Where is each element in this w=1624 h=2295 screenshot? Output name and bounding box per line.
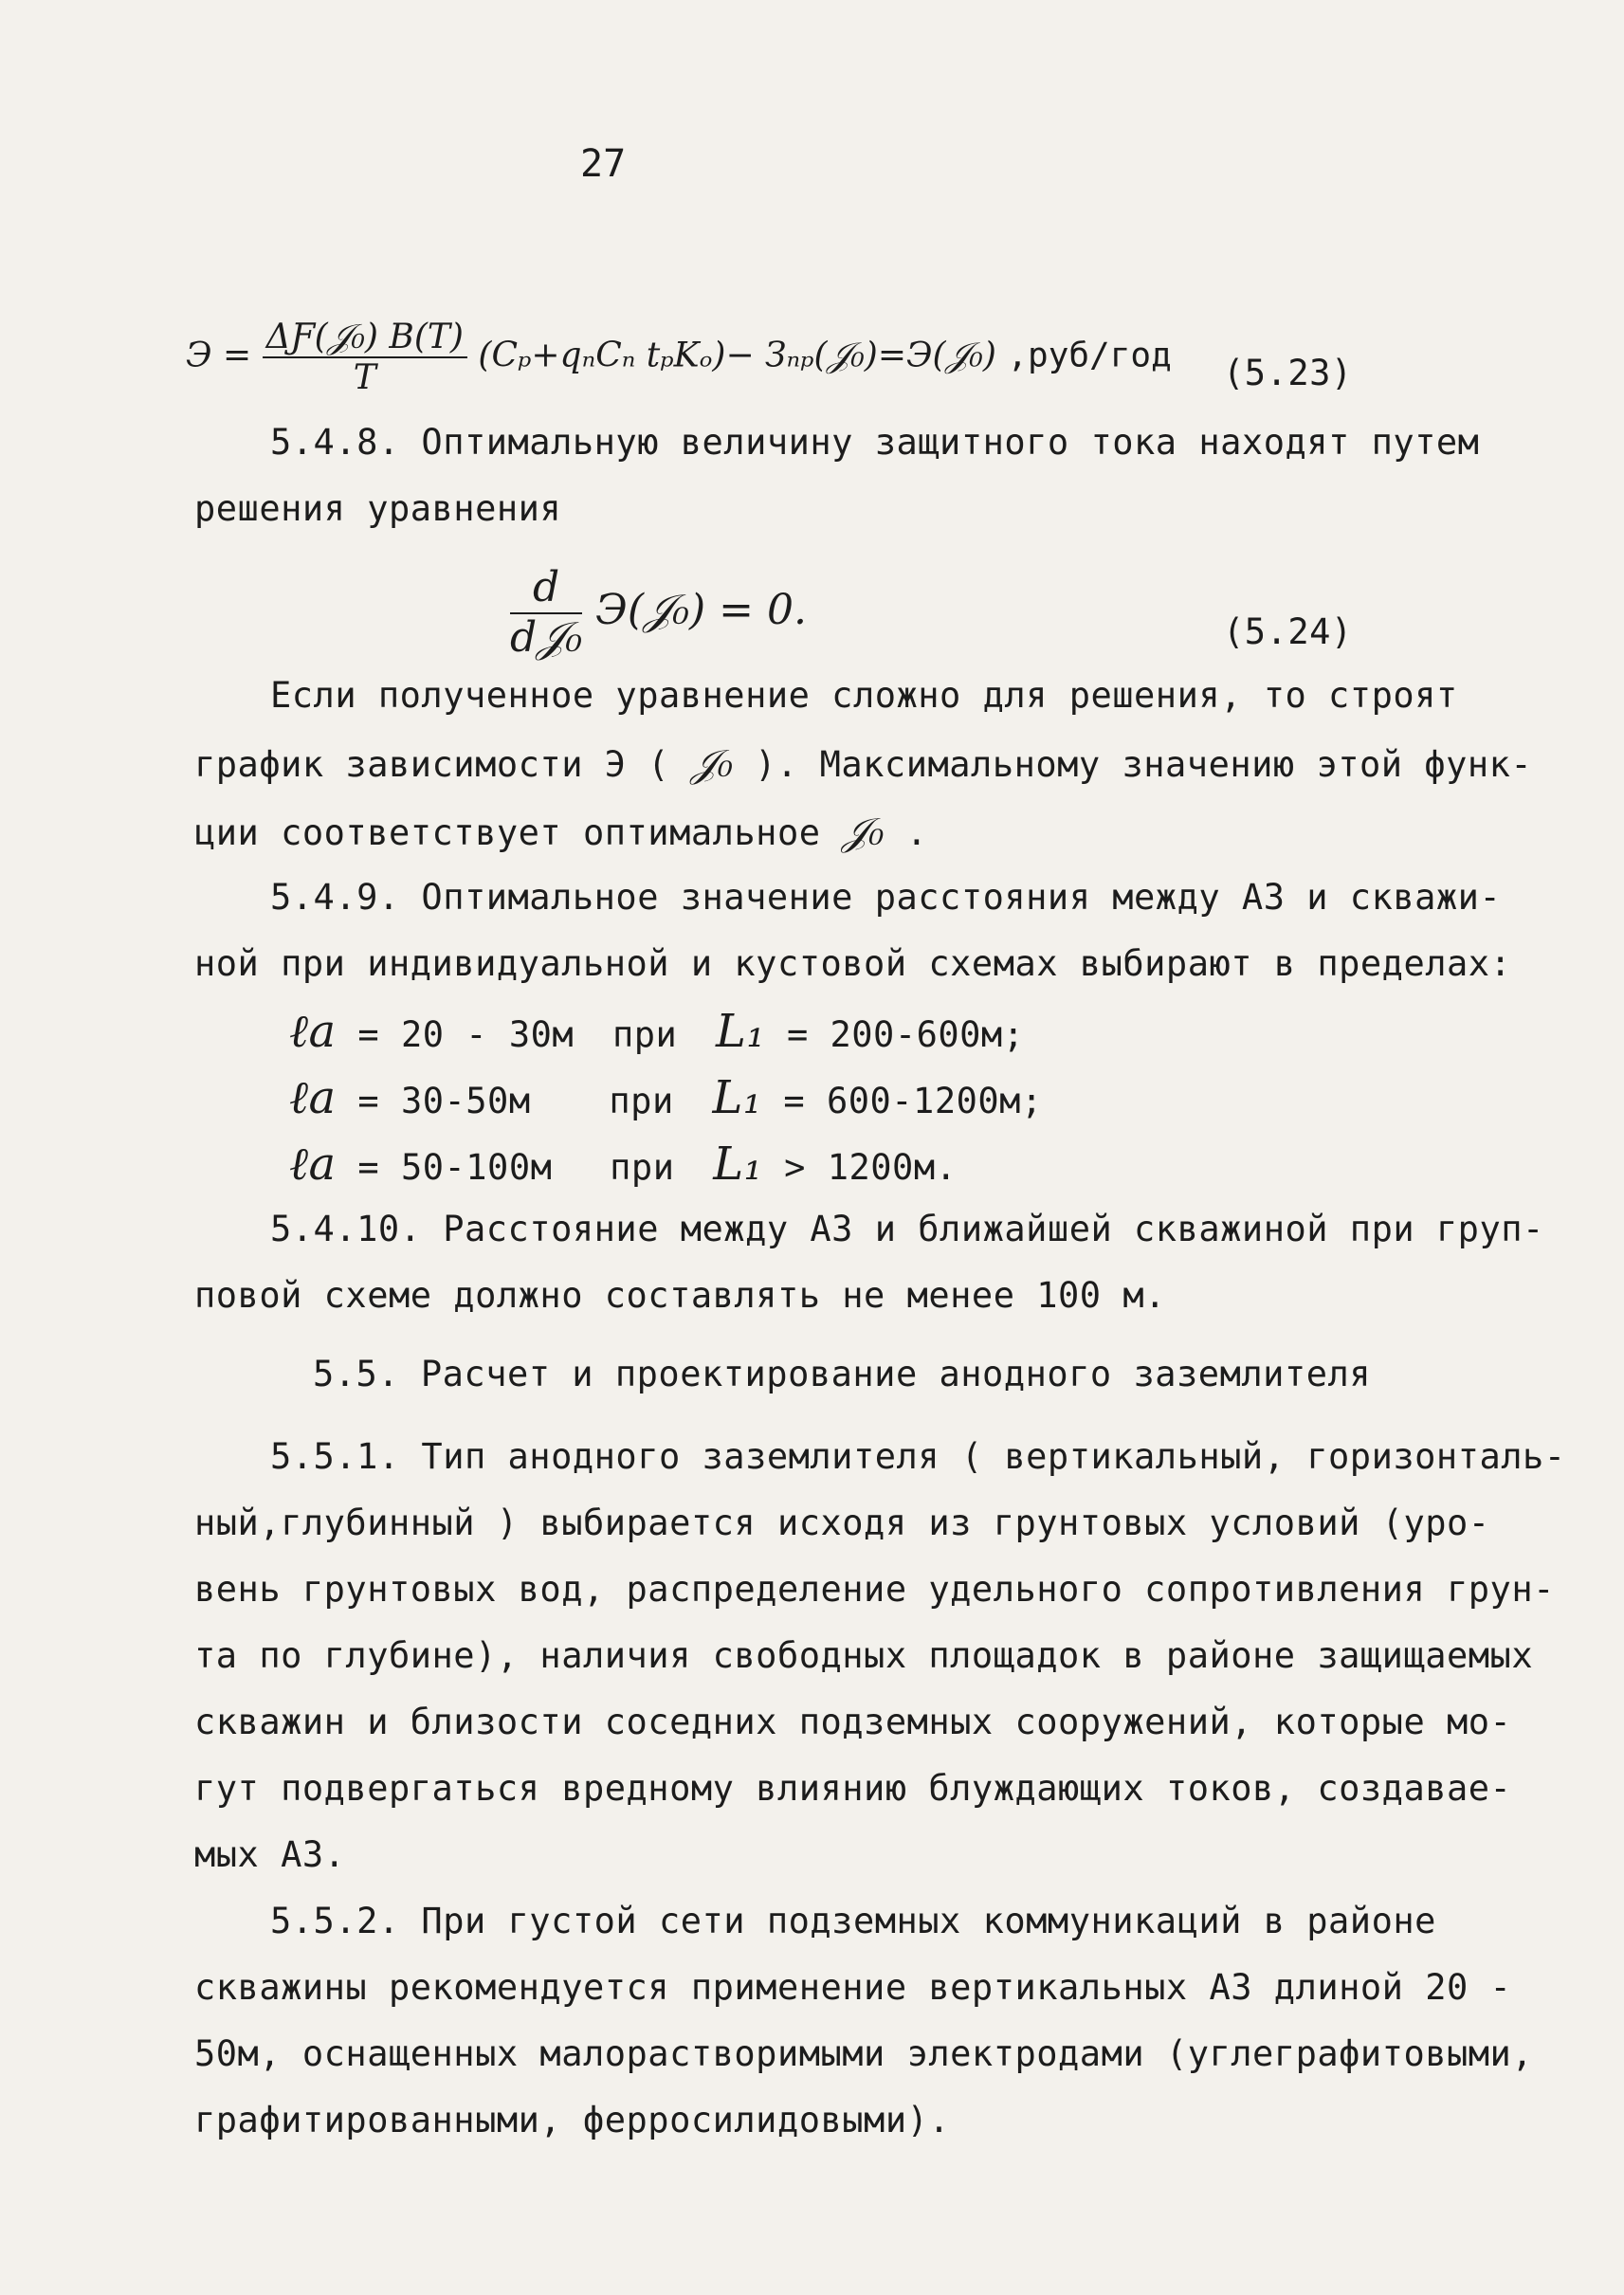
eq524-numerator: d: [510, 564, 582, 614]
range-symbol: ℓa: [289, 1005, 337, 1058]
p-if-line3: [194, 811, 928, 854]
p549-line1: 5.4.9. Оптимальное значение расстояния между АЗ и скважи-: [270, 877, 1502, 918]
p549-line2: ной при индивидуальной и кустовой схемах выбирают в пределах:: [194, 943, 1512, 984]
section-heading: 5.5. Расчет и проектирование анодного заземлителя: [313, 1354, 1372, 1394]
eq523-numerator: ΔƑ(𝒥₀) B(T): [263, 318, 467, 358]
p-if-line3-symbol: 𝒥₀: [842, 811, 885, 854]
range-condition: = 600-1200м;: [783, 1081, 1043, 1121]
range-when: при: [609, 1081, 674, 1121]
eq523-unit: ,руб/год: [1007, 336, 1172, 375]
range-l-symbol: L₁: [713, 1138, 763, 1191]
p552-line: 5.5.2. При густой сети подземных коммуникаций в районе: [270, 1901, 1436, 1941]
p-if-line2-a: график зависимости Э (: [194, 744, 670, 785]
eq524-rest: Э(𝒥₀) = 0.: [595, 586, 807, 635]
range-value: = 20 - 30м: [357, 1014, 575, 1055]
range-l-symbol: L₁: [716, 1005, 766, 1058]
p551-line: мых АЗ.: [194, 1834, 346, 1875]
p5410-line1: 5.4.10. Расстояние между АЗ и ближайшей скважиной при груп-: [270, 1209, 1544, 1249]
range-value: = 30-50м: [357, 1081, 531, 1121]
p5410-line2: повой схеме должно составлять не менее 100 м.: [194, 1275, 1166, 1316]
eq523-tail: (Cₚ+qₙCₙ tₚKₒ)− Зₙₚ(𝒥₀)=Э(𝒥₀): [478, 336, 996, 375]
range-symbol: ℓa: [289, 1071, 337, 1124]
eq523-label: (5.23): [1223, 353, 1353, 393]
p-if-line2-b: ). Максимальному значению этой функ-: [755, 744, 1533, 785]
eq524-fraction: [510, 564, 582, 662]
eq523-fraction: [263, 318, 467, 398]
equation-5-24: [510, 564, 807, 662]
p-if-line1: Если полученное уравнение сложно для решения, то строят: [270, 675, 1458, 716]
eq523-denominator: T: [353, 358, 376, 398]
range-symbol: ℓa: [289, 1138, 337, 1191]
p551-line: гут подвергаться вредному влиянию блуждающих токов, создавае-: [194, 1768, 1512, 1809]
range-l-symbol: L₁: [712, 1071, 762, 1124]
p552-line: скважины рекомендуется применение вертикальных АЗ длиной 20 -: [194, 1967, 1512, 2008]
range-when: при: [611, 1014, 678, 1055]
p548-line1: 5.4.8. Оптимальную величину защитного тока находят путем: [270, 422, 1480, 463]
equation-5-23: [186, 318, 1172, 398]
p551-line: 5.5.1. Тип анодного заземлителя ( вертикальный, горизонталь-: [270, 1436, 1566, 1477]
p-if-line3-b: .: [905, 812, 928, 853]
range-when: при: [610, 1147, 675, 1188]
p551-line: скважин и близости соседних подземных сооружений, которые мо-: [194, 1702, 1512, 1742]
p552-line: 50м, оснащенных малорастворимыми электродами (углеграфитовыми,: [194, 2033, 1534, 2074]
p551-line: вень грунтовых вод, распределение удельного сопротивления грун-: [194, 1569, 1555, 1610]
p-if-line3-a: ции соответствует оптимальное: [194, 812, 821, 853]
p548-line2: решения уравнения: [194, 488, 562, 529]
page-number: 27: [580, 142, 627, 186]
range-condition: = 200-600м;: [786, 1014, 1025, 1055]
range-value: = 50-100м: [357, 1147, 553, 1188]
range-row: [289, 1138, 957, 1191]
range-condition: > 1200м.: [784, 1147, 958, 1188]
p552-line: графитированными, ферросилидовыми).: [194, 2100, 951, 2140]
eq524-label: (5.24): [1223, 611, 1353, 652]
p551-line: та по глубине), наличия свободных площадок в районе защищаемых: [194, 1635, 1534, 1676]
p-if-line2: [194, 742, 1532, 786]
p-if-line2-symbol: 𝒥₀: [690, 742, 734, 786]
range-row: [289, 1071, 1043, 1124]
eq524-denominator: d𝒥₀: [510, 612, 583, 662]
eq523-lhs: Э =: [186, 336, 252, 375]
p551-line: ный,глубинный ) выбирается исходя из грунтовых условий (уро-: [194, 1503, 1490, 1543]
range-row: [289, 1005, 1025, 1058]
